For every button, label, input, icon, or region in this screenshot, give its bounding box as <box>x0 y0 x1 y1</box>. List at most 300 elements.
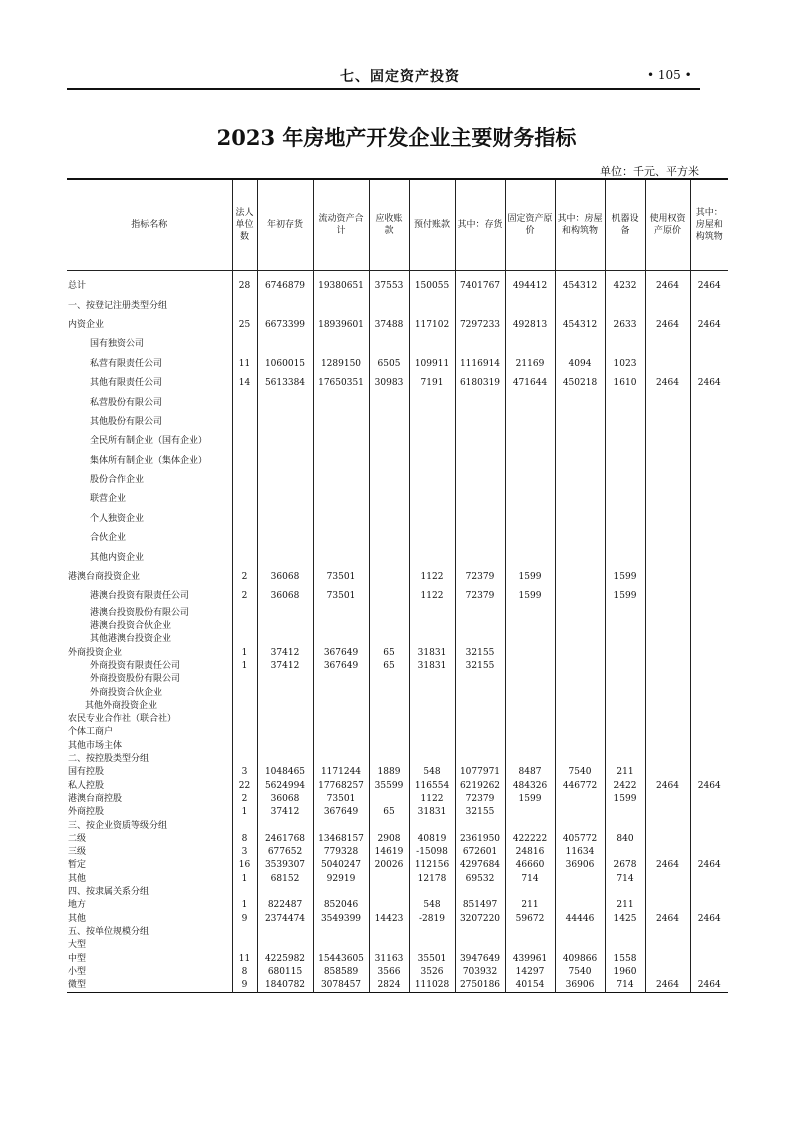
table-cell: 11 <box>232 355 257 374</box>
table-cell <box>605 471 645 490</box>
table-row <box>67 713 728 726</box>
table-cell <box>645 819 690 832</box>
table-cell <box>232 490 257 509</box>
table-cell <box>645 873 690 886</box>
table-row <box>67 926 728 939</box>
table-row <box>67 452 728 471</box>
table-cell <box>645 432 690 451</box>
table-cell <box>313 819 369 832</box>
column-header: 预付账款 <box>409 179 455 271</box>
table-cell: 471644 <box>505 374 555 393</box>
table-cell <box>690 740 728 753</box>
table-cell: 3207220 <box>455 912 505 925</box>
table-row <box>67 952 728 965</box>
table-cell <box>555 490 605 509</box>
table-row <box>67 806 728 819</box>
table-cell <box>605 700 645 713</box>
table-cell: 2678 <box>605 859 645 872</box>
table-cell: 40154 <box>505 979 555 993</box>
table-cell <box>555 819 605 832</box>
table-cell <box>645 355 690 374</box>
table-cell: 2464 <box>690 859 728 872</box>
table-cell <box>409 713 455 726</box>
table-cell <box>645 726 690 739</box>
table-cell <box>455 471 505 490</box>
table-cell: 8487 <box>505 766 555 779</box>
table-cell: 28 <box>232 277 257 296</box>
table-cell <box>313 713 369 726</box>
table-cell: 20026 <box>369 859 409 872</box>
table-cell: 2461768 <box>257 833 313 846</box>
table-cell <box>505 686 555 699</box>
table-cell <box>555 726 605 739</box>
table-cell <box>690 966 728 979</box>
table-cell <box>505 413 555 432</box>
table-cell <box>505 886 555 899</box>
table-cell <box>409 886 455 899</box>
table-cell: 7191 <box>409 374 455 393</box>
table-cell <box>605 452 645 471</box>
column-header: 机器设备 <box>605 179 645 271</box>
table-cell <box>455 620 505 633</box>
table-cell <box>645 886 690 899</box>
table-row <box>67 660 728 673</box>
table-cell <box>690 753 728 766</box>
table-cell <box>505 753 555 766</box>
table-cell <box>690 633 728 646</box>
table-cell <box>257 819 313 832</box>
table-cell: 1840782 <box>257 979 313 993</box>
table-cell: 1889 <box>369 766 409 779</box>
table-cell: 12178 <box>409 873 455 886</box>
table-cell <box>313 471 369 490</box>
table-cell <box>455 926 505 939</box>
table-cell: 1023 <box>605 355 645 374</box>
row-label: 外商投资有限责任公司 <box>90 660 181 671</box>
table-cell <box>257 490 313 509</box>
table-row <box>67 316 728 335</box>
table-cell <box>369 939 409 952</box>
table-cell <box>645 846 690 859</box>
row-label: 外商控股 <box>68 807 105 818</box>
table-cell: 2464 <box>690 979 728 993</box>
table-cell <box>690 335 728 354</box>
table-cell <box>409 620 455 633</box>
table-cell: 72379 <box>455 587 505 606</box>
row-label: 联营企业 <box>90 494 127 505</box>
table-cell: 7540 <box>555 966 605 979</box>
table-row <box>67 277 728 296</box>
table-row <box>67 471 728 490</box>
table-cell <box>505 490 555 509</box>
column-header: 使用权资产原价 <box>645 179 690 271</box>
table-cell <box>313 335 369 354</box>
table-cell <box>313 452 369 471</box>
table-cell <box>645 510 690 529</box>
table-cell <box>505 393 555 412</box>
table-row <box>67 912 728 925</box>
table-cell: 548 <box>409 766 455 779</box>
table-cell <box>505 620 555 633</box>
table-cell <box>232 740 257 753</box>
table-cell <box>555 432 605 451</box>
table-cell: 3078457 <box>313 979 369 993</box>
table-cell <box>555 393 605 412</box>
table-cell: 1077971 <box>455 766 505 779</box>
table-cell <box>690 529 728 548</box>
table-cell <box>505 548 555 567</box>
table-cell <box>455 700 505 713</box>
table-cell <box>605 673 645 686</box>
table-cell: 2464 <box>645 912 690 925</box>
table-cell: 3947649 <box>455 952 505 965</box>
table-cell <box>409 490 455 509</box>
table-row <box>67 529 728 548</box>
table-cell <box>232 726 257 739</box>
table-cell: 116554 <box>409 780 455 793</box>
table-cell <box>605 548 645 567</box>
table-cell <box>257 886 313 899</box>
table-cell <box>505 471 555 490</box>
table-cell: 15443605 <box>313 952 369 965</box>
table-cell <box>605 939 645 952</box>
table-cell: 17768257 <box>313 780 369 793</box>
table-cell <box>313 432 369 451</box>
table-cell: 4232 <box>605 277 645 296</box>
table-cell <box>232 335 257 354</box>
table-cell: 65 <box>369 647 409 660</box>
table-cell: -2819 <box>409 912 455 925</box>
table-cell: 454312 <box>555 277 605 296</box>
table-cell <box>313 753 369 766</box>
table-cell: 6219262 <box>455 780 505 793</box>
table-cell: 1048465 <box>257 766 313 779</box>
table-cell: 73501 <box>313 793 369 806</box>
table-cell: 211 <box>605 899 645 912</box>
table-cell <box>555 607 605 620</box>
table-cell <box>690 413 728 432</box>
table-cell <box>555 686 605 699</box>
table-cell: 1171244 <box>313 766 369 779</box>
table-cell <box>455 886 505 899</box>
table-cell: 2464 <box>690 316 728 335</box>
table-cell <box>605 740 645 753</box>
table-cell: 454312 <box>555 316 605 335</box>
row-label: 五、按单位规模分组 <box>68 926 150 937</box>
table-cell: 3549399 <box>313 912 369 925</box>
table-cell <box>505 432 555 451</box>
table-row <box>67 393 728 412</box>
table-cell <box>369 471 409 490</box>
table-cell <box>232 700 257 713</box>
table-cell <box>369 607 409 620</box>
table-row <box>67 780 728 793</box>
page-title: 2023 年房地产开发企业主要财务指标 <box>216 125 577 150</box>
table-cell <box>645 740 690 753</box>
table-cell <box>232 886 257 899</box>
table-cell: 852046 <box>313 899 369 912</box>
table-cell <box>257 726 313 739</box>
table-cell: 2 <box>232 568 257 587</box>
table-cell: 1 <box>232 647 257 660</box>
table-cell: 24816 <box>505 846 555 859</box>
table-cell: 36068 <box>257 587 313 606</box>
table-cell: 367649 <box>313 647 369 660</box>
table-cell <box>455 939 505 952</box>
table-cell: 1 <box>232 806 257 819</box>
table-cell: 1599 <box>605 793 645 806</box>
table-cell: 32155 <box>455 647 505 660</box>
table-cell <box>369 393 409 412</box>
table-cell <box>690 510 728 529</box>
table-cell <box>369 873 409 886</box>
table-cell: 30983 <box>369 374 409 393</box>
row-label: 二级 <box>68 833 87 844</box>
table-cell: 37412 <box>257 660 313 673</box>
table-cell <box>645 673 690 686</box>
table-cell <box>555 673 605 686</box>
table-cell: 73501 <box>313 568 369 587</box>
table-cell <box>369 510 409 529</box>
table-row <box>67 966 728 979</box>
table-cell <box>505 740 555 753</box>
table-cell <box>455 686 505 699</box>
table-cell <box>369 587 409 606</box>
table-cell: 6505 <box>369 355 409 374</box>
table-cell: 37488 <box>369 316 409 335</box>
table-row <box>67 740 728 753</box>
table-cell <box>555 548 605 567</box>
table-cell: 32155 <box>455 806 505 819</box>
row-label: 外商投资企业 <box>68 647 123 658</box>
table-cell: 439961 <box>505 952 555 965</box>
table-row <box>67 686 728 699</box>
table-cell: 31831 <box>409 660 455 673</box>
table-cell: 2464 <box>645 979 690 993</box>
table-cell: 1599 <box>505 587 555 606</box>
table-cell <box>690 587 728 606</box>
table-cell: 36068 <box>257 793 313 806</box>
table-row <box>67 766 728 779</box>
table-cell <box>505 726 555 739</box>
table-cell <box>409 673 455 686</box>
table-cell <box>605 819 645 832</box>
table-cell: 1 <box>232 873 257 886</box>
table-cell: 68152 <box>257 873 313 886</box>
row-label: 股份合作企业 <box>90 475 145 486</box>
table-cell <box>232 529 257 548</box>
table-cell <box>690 452 728 471</box>
table-cell <box>455 296 505 315</box>
table-cell <box>505 713 555 726</box>
table-cell <box>605 753 645 766</box>
table-cell <box>313 673 369 686</box>
table-cell <box>690 873 728 886</box>
table-cell <box>409 607 455 620</box>
table-cell: 1558 <box>605 952 645 965</box>
table-cell: 5040247 <box>313 859 369 872</box>
table-cell: 1 <box>232 660 257 673</box>
table-cell <box>645 452 690 471</box>
table-cell <box>690 490 728 509</box>
table-cell <box>690 660 728 673</box>
table-cell <box>555 529 605 548</box>
table-cell <box>555 335 605 354</box>
row-label: 中型 <box>68 953 87 964</box>
table-cell <box>505 647 555 660</box>
table-cell <box>313 510 369 529</box>
table-cell: 672601 <box>455 846 505 859</box>
table-cell <box>505 335 555 354</box>
table-cell: 5624994 <box>257 780 313 793</box>
table-cell <box>455 753 505 766</box>
table-row <box>67 432 728 451</box>
table-cell <box>690 726 728 739</box>
table-cell: 1599 <box>605 587 645 606</box>
table-cell: 37553 <box>369 277 409 296</box>
table-cell: 150055 <box>409 277 455 296</box>
table-cell: 2908 <box>369 833 409 846</box>
table-cell <box>257 510 313 529</box>
table-cell: -15098 <box>409 846 455 859</box>
column-header: 流动资产合计 <box>313 179 369 271</box>
table-cell: 858589 <box>313 966 369 979</box>
table-cell <box>555 587 605 606</box>
table-cell: 44446 <box>555 912 605 925</box>
table-cell <box>257 740 313 753</box>
table-cell <box>455 452 505 471</box>
table-cell <box>455 413 505 432</box>
table-cell <box>232 296 257 315</box>
table-cell <box>409 413 455 432</box>
table-cell: 22 <box>232 780 257 793</box>
row-label: 个人独资企业 <box>90 513 145 524</box>
row-label: 港澳台投资股份有限公司 <box>90 607 190 618</box>
table-cell <box>369 568 409 587</box>
table-cell <box>605 607 645 620</box>
row-label: 大型 <box>68 940 87 951</box>
table-cell <box>645 296 690 315</box>
table-cell <box>555 713 605 726</box>
table-cell <box>555 806 605 819</box>
table-row <box>67 793 728 806</box>
table-cell <box>369 529 409 548</box>
row-label: 港澳台投资有限责任公司 <box>90 591 190 602</box>
table-cell <box>645 766 690 779</box>
table-cell: 3539307 <box>257 859 313 872</box>
table-cell <box>690 355 728 374</box>
table-cell <box>455 819 505 832</box>
row-label: 全民所有制企业（国有企业） <box>90 436 208 447</box>
table-cell: 1122 <box>409 587 455 606</box>
table-cell <box>313 490 369 509</box>
row-label: 港澳台商投资企业 <box>68 572 141 583</box>
table-cell: 19380651 <box>313 277 369 296</box>
table-cell <box>409 452 455 471</box>
table-cell <box>690 886 728 899</box>
table-cell <box>605 296 645 315</box>
column-header: 其中：存货 <box>455 179 505 271</box>
table-cell <box>313 700 369 713</box>
table-cell <box>257 700 313 713</box>
table-cell <box>232 939 257 952</box>
row-label: 私人控股 <box>68 780 105 791</box>
table-cell <box>690 607 728 620</box>
table-cell: 450218 <box>555 374 605 393</box>
financial-table <box>67 178 728 993</box>
table-cell: 73501 <box>313 587 369 606</box>
table-cell <box>232 713 257 726</box>
table-cell <box>505 452 555 471</box>
table-cell: 1960 <box>605 966 645 979</box>
table-cell: 65 <box>369 806 409 819</box>
table-cell <box>232 510 257 529</box>
table-cell: 2464 <box>690 780 728 793</box>
table-cell: 840 <box>605 833 645 846</box>
table-cell <box>455 726 505 739</box>
table-row <box>67 548 728 567</box>
table-cell: 40819 <box>409 833 455 846</box>
table-cell <box>313 886 369 899</box>
table-cell <box>505 700 555 713</box>
table-cell: 6673399 <box>257 316 313 335</box>
table-cell: 2464 <box>645 277 690 296</box>
table-cell <box>690 432 728 451</box>
table-cell: 1425 <box>605 912 645 925</box>
table-cell <box>232 620 257 633</box>
table-cell <box>690 766 728 779</box>
table-cell <box>690 568 728 587</box>
table-cell: 25 <box>232 316 257 335</box>
table-cell <box>645 753 690 766</box>
table-cell <box>555 568 605 587</box>
table-cell <box>645 793 690 806</box>
table-row <box>67 620 728 633</box>
table-cell <box>555 452 605 471</box>
table-cell <box>409 939 455 952</box>
table-cell: 2824 <box>369 979 409 993</box>
table-cell: 1116914 <box>455 355 505 374</box>
table-cell: 822487 <box>257 899 313 912</box>
table-cell <box>313 620 369 633</box>
row-label: 港澳台投资合伙企业 <box>90 621 172 632</box>
table-cell <box>605 806 645 819</box>
table-cell <box>690 647 728 660</box>
table-cell <box>555 633 605 646</box>
table-cell: 21169 <box>505 355 555 374</box>
table-cell <box>555 926 605 939</box>
table-cell <box>605 413 645 432</box>
table-cell: 32155 <box>455 660 505 673</box>
table-cell <box>257 713 313 726</box>
table-cell <box>555 660 605 673</box>
unit-label: 单位：千元、平方米 <box>600 165 699 178</box>
table-cell <box>645 413 690 432</box>
table-cell <box>605 686 645 699</box>
table-cell <box>257 432 313 451</box>
row-label: 国有控股 <box>68 767 105 778</box>
table-cell <box>409 926 455 939</box>
table-cell <box>645 926 690 939</box>
table-cell <box>645 700 690 713</box>
table-cell <box>313 607 369 620</box>
table-cell <box>690 939 728 952</box>
table-cell: 677652 <box>257 846 313 859</box>
table-cell: 9 <box>232 979 257 993</box>
table-cell <box>645 966 690 979</box>
table-cell <box>555 740 605 753</box>
table-cell <box>455 713 505 726</box>
